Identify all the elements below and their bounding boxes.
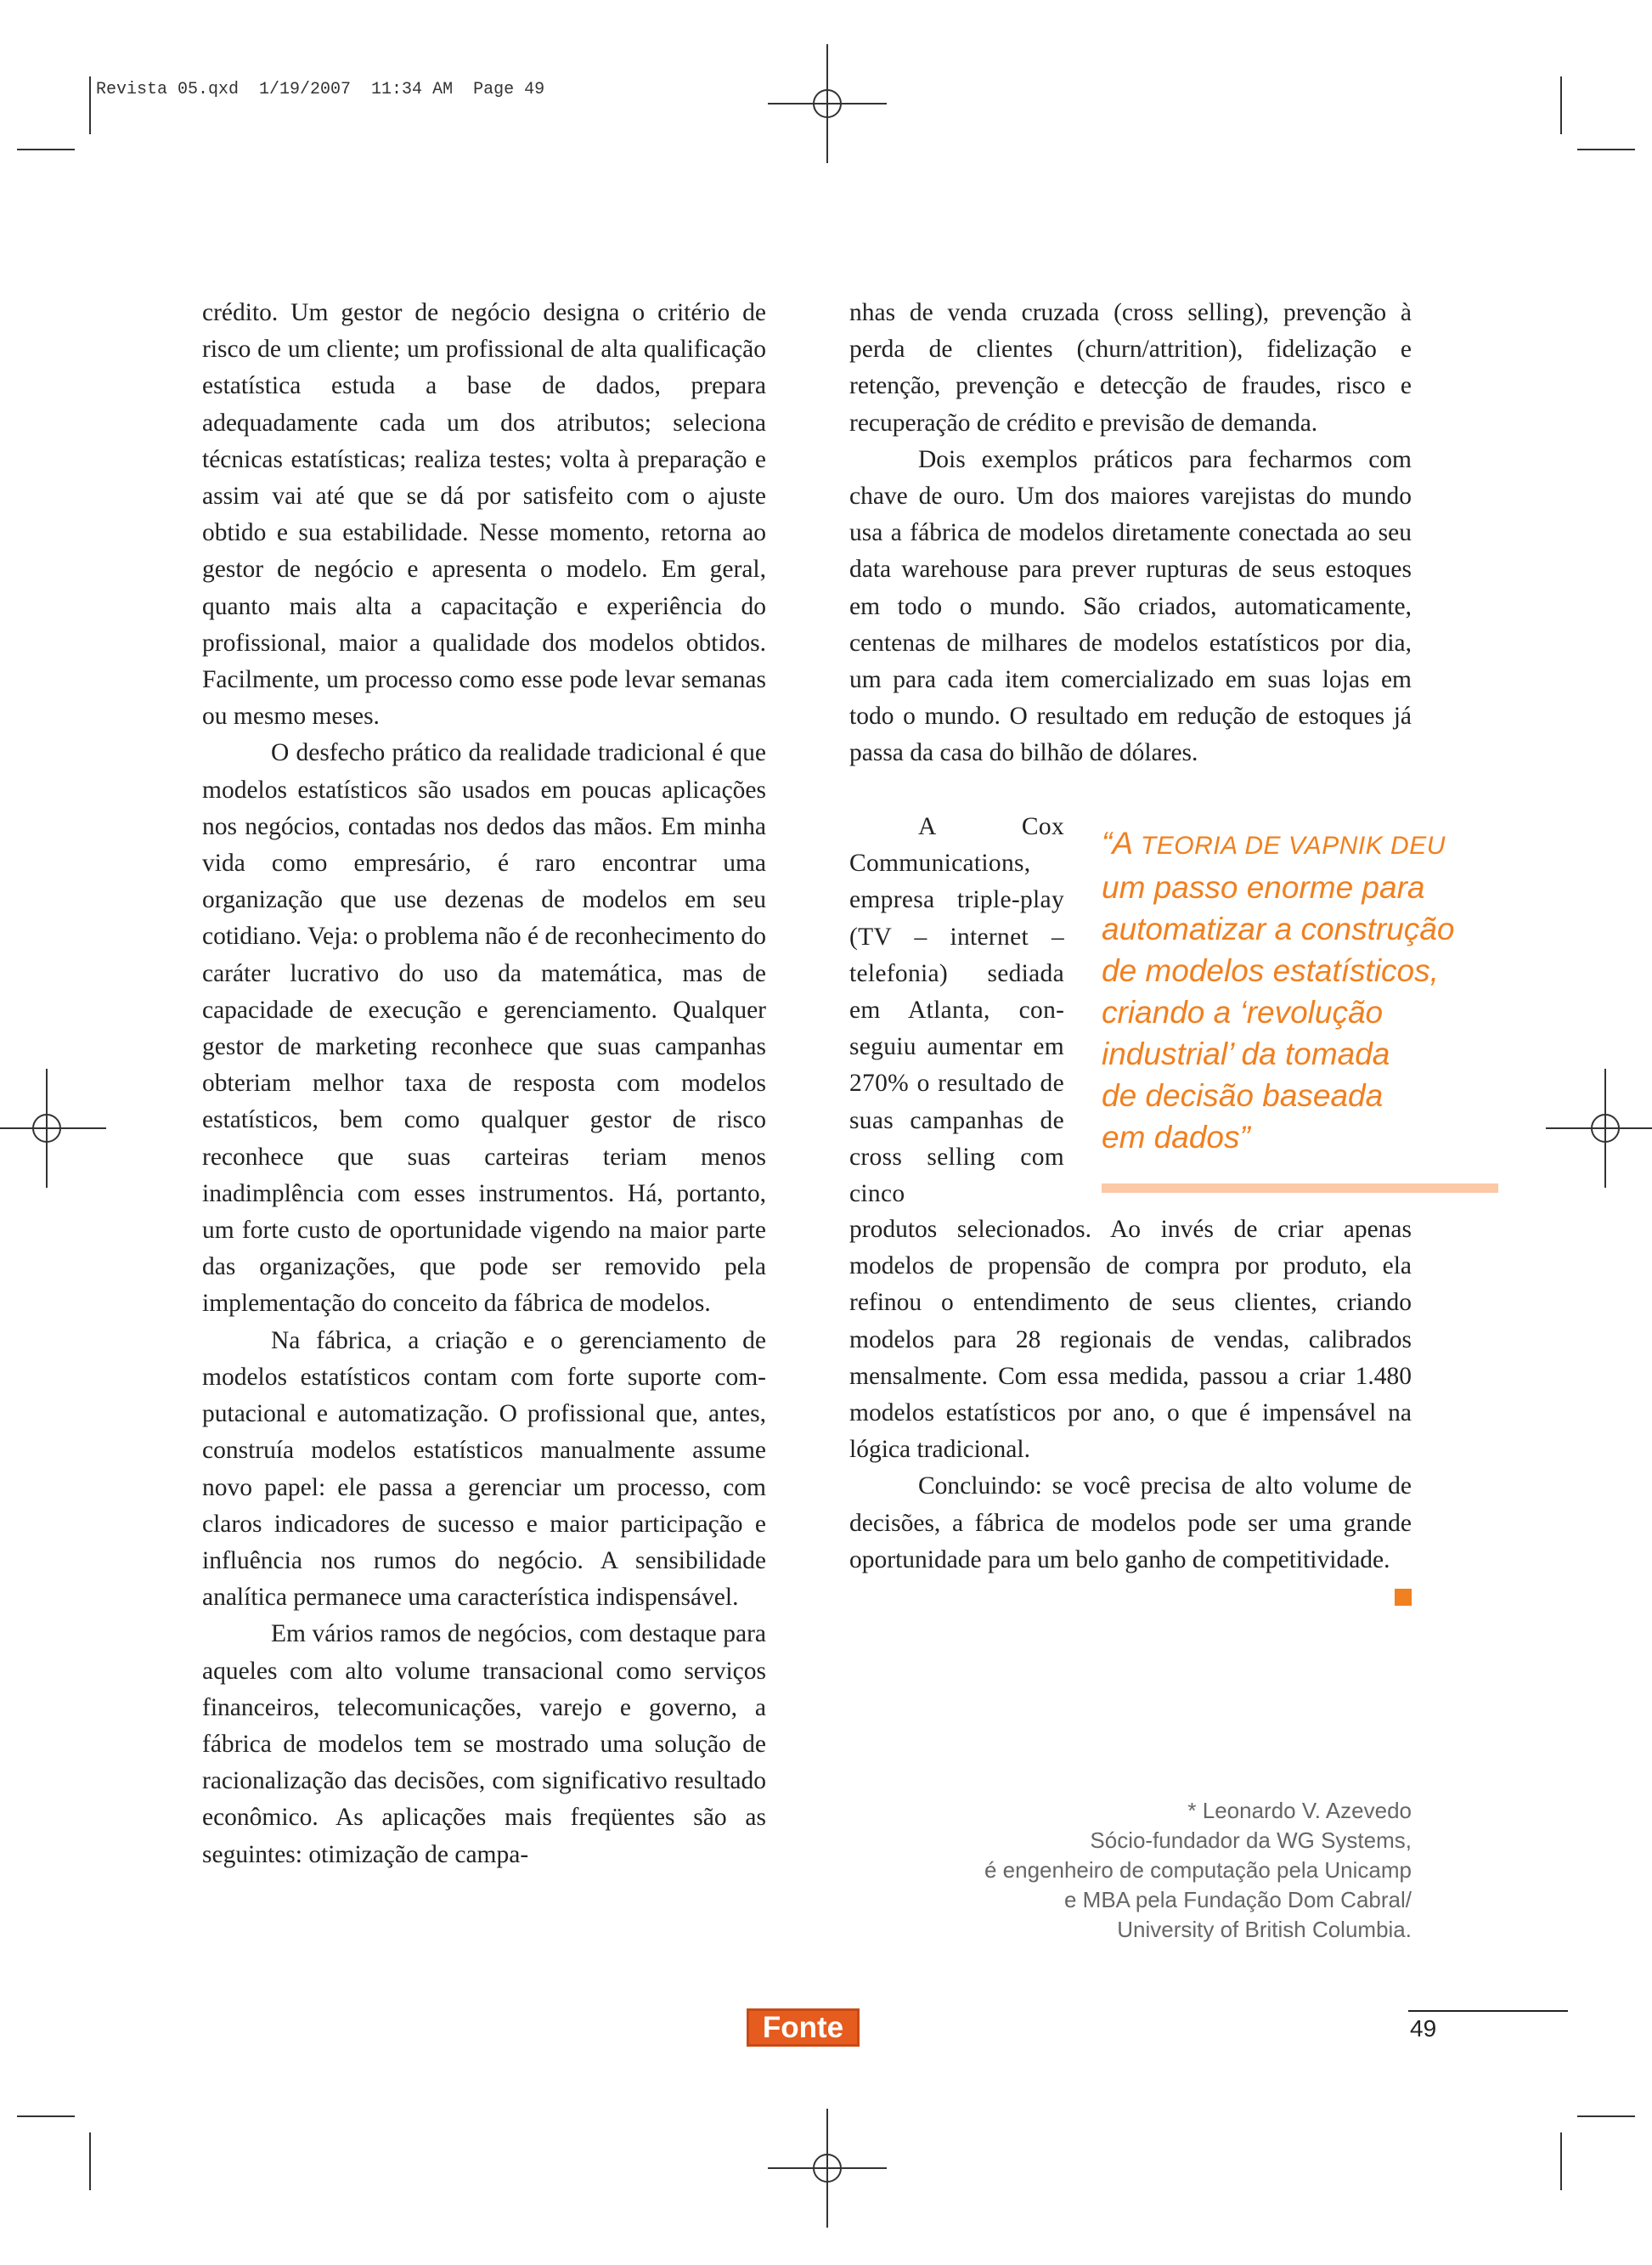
paragraph: crédito. Um gestor de negócio designa o critério de risco de um cliente; um profissional de alta qualificação estatística estuda a base de dados, prepara adequadamente cada um dos atributos; seleciona técnicas estatísticas; realiza testes; volta à preparação e assim vai até que se dá por satisfeito com o ajuste obtido e sua estabilidade. Nesse momento, retorna ao gestor de negócio e apresenta o modelo. Em geral, quanto mais alta a capacitação e experiência do profissional, maior a qualidade dos modelos obtidos. Facilmente, um processo como esse pode levar semanas ou mesmo meses. <box>202 299 766 731</box>
pull-quote <box>1102 822 1501 1158</box>
pull-quote-line: de modelos estatísticos, <box>1102 953 1439 988</box>
author-bio-line: University of British Columbia. <box>1117 1917 1412 1942</box>
author-bio-line: Sócio-fundador da WG Systems, <box>1090 1827 1412 1853</box>
paragraph: A Cox Communications, empresa triple-play (TV – internet – telefonia) sediada em Atlanta, conseguiu aumentar em 270% o resultado de suas campanhas de cross selling com cinco <box>849 813 1064 1208</box>
paragraph: Dois exemplos práticos para fecharmos com chave de ouro. Um dos maiores varejistas do mundo usa a fábrica de modelos diretamente conectada ao seu data warehouse para prever rupturas de seus estoques em todo o mundo. São criados, automaticamente, centenas de milhares de modelos estatísticos por dia, um para cada item comercializado em suas lojas em todo o mundo. O resultado em redução de estoques já passa da casa do bilhão de dólares. <box>849 445 1412 767</box>
crop-mark <box>89 76 91 134</box>
article-column-right-narrow <box>849 809 1064 1212</box>
crop-mark <box>1577 2115 1635 2117</box>
article-column-right-bottom <box>849 1212 1412 1579</box>
author-bio-line: é engenheiro de computação pela Unicamp <box>984 1857 1412 1883</box>
fonte-logo: Fonte <box>747 2008 860 2047</box>
paragraph: Em vários ramos de negócios, com destaque para aqueles com alto volume transacional como serviços financeiros, telecomunicações, varejo e governo, a fábrica de modelos tem se mostrado uma solução de racionalização das decisões, com significativo resultado econômico. As aplicações mais freqüentes são as seguintes: otimização de campa- <box>202 1620 766 1868</box>
registration-mark-icon <box>768 2109 887 2228</box>
print-slug: Revista 05.qxd 1/19/2007 11:34 AM Page 49 <box>96 80 545 99</box>
registration-mark-icon <box>0 1069 106 1188</box>
pull-quote-line: de decisão baseada <box>1102 1078 1384 1113</box>
pull-quote-line: um passo enorme para <box>1102 870 1425 905</box>
crop-mark <box>17 149 75 150</box>
registration-mark-icon <box>1546 1069 1652 1188</box>
pull-quote-line: automatizar a construção <box>1102 912 1455 946</box>
end-of-article-square-icon <box>1395 1589 1412 1606</box>
article-column-left <box>202 295 766 1873</box>
page-number-rule <box>1408 2010 1568 2012</box>
author-bio-line: e MBA pela Fundação Dom Cabral/ <box>1064 1887 1412 1912</box>
paragraph: Na fábrica, a criação e o gerenciamento de modelos estatísticos contam com forte suporte computacional e automatização. O profissional que, antes, construía modelos estatísticos manualmente assume novo papel: ele passa a gerenciar um processo, com claros indicadores de sucesso e maior participação e influência nos rumos do negócio. A sensibilidade analítica permanece uma característica indispensável. <box>202 1326 766 1612</box>
paragraph: O desfecho prático da realidade tradicional é que modelos estatísticos são usados em poucas aplicações nos negócios, contadas nos dedos das mãos. Em minha vida como empresário, é raro encontrar uma organização que use dezenas de modelos em seu cotidiano. Veja: o problema não é de reconhecimento do caráter lucrativo do uso da matemática, mas de capacidade de execução e gerenciamento. Qualquer gestor de marketing reconhece que suas campanhas obteriam melhor taxa de resposta com modelos estatísticos, bem como qualquer gestor de risco reconhece que suas carteiras teriam menos inadimplência com esses instrumentos. Há, portanto, um forte custo de oportunidade vigendo na maior parte das organizações, que pode ser removido pela implementação do conceito da fábrica de modelos. <box>202 739 766 1318</box>
page-number: 49 <box>1410 2015 1437 2042</box>
paragraph: Concluindo: se você precisa de alto volume de decisões, a fábrica de modelos pode ser uma grande oportunidade para um belo ganho de competitividade. <box>849 1472 1412 1573</box>
paragraph: nhas de venda cruzada (cross selling), prevenção à perda de clientes (churn/attrition), fidelização e retenção, prevenção e detecção de fraudes, risco e recuperação de crédito e previsão de demanda. <box>849 299 1412 437</box>
pull-quote-line: “A TEORIA DE VAPNIK DEU <box>1102 826 1446 861</box>
crop-mark <box>89 2132 91 2190</box>
crop-mark <box>1560 76 1562 134</box>
pull-quote-line: criando a ‘revolução <box>1102 995 1384 1030</box>
paragraph: produtos selecionados. Ao invés de criar apenas modelos de propensão de compra por produto, ela refinou o entendimento de seus clientes, criando modelos para 28 regionais de vendas, calibrados mensalmente. Com essa medida, passou a criar 1.480 modelos estatísticos por ano, o que é impensável na lógica tradicional. <box>849 1216 1412 1464</box>
article-column-right-top <box>849 295 1412 772</box>
author-bio <box>817 1796 1412 1945</box>
crop-mark <box>17 2115 75 2117</box>
author-bio-line: * Leonardo V. Azevedo <box>1187 1798 1412 1823</box>
crop-mark <box>1560 2132 1562 2190</box>
crop-mark <box>1577 149 1635 150</box>
pull-quote-bar <box>1102 1183 1498 1193</box>
registration-mark-icon <box>768 44 887 163</box>
pull-quote-line: em dados” <box>1102 1120 1250 1155</box>
pull-quote-line: industrial’ da tomada <box>1102 1036 1390 1071</box>
